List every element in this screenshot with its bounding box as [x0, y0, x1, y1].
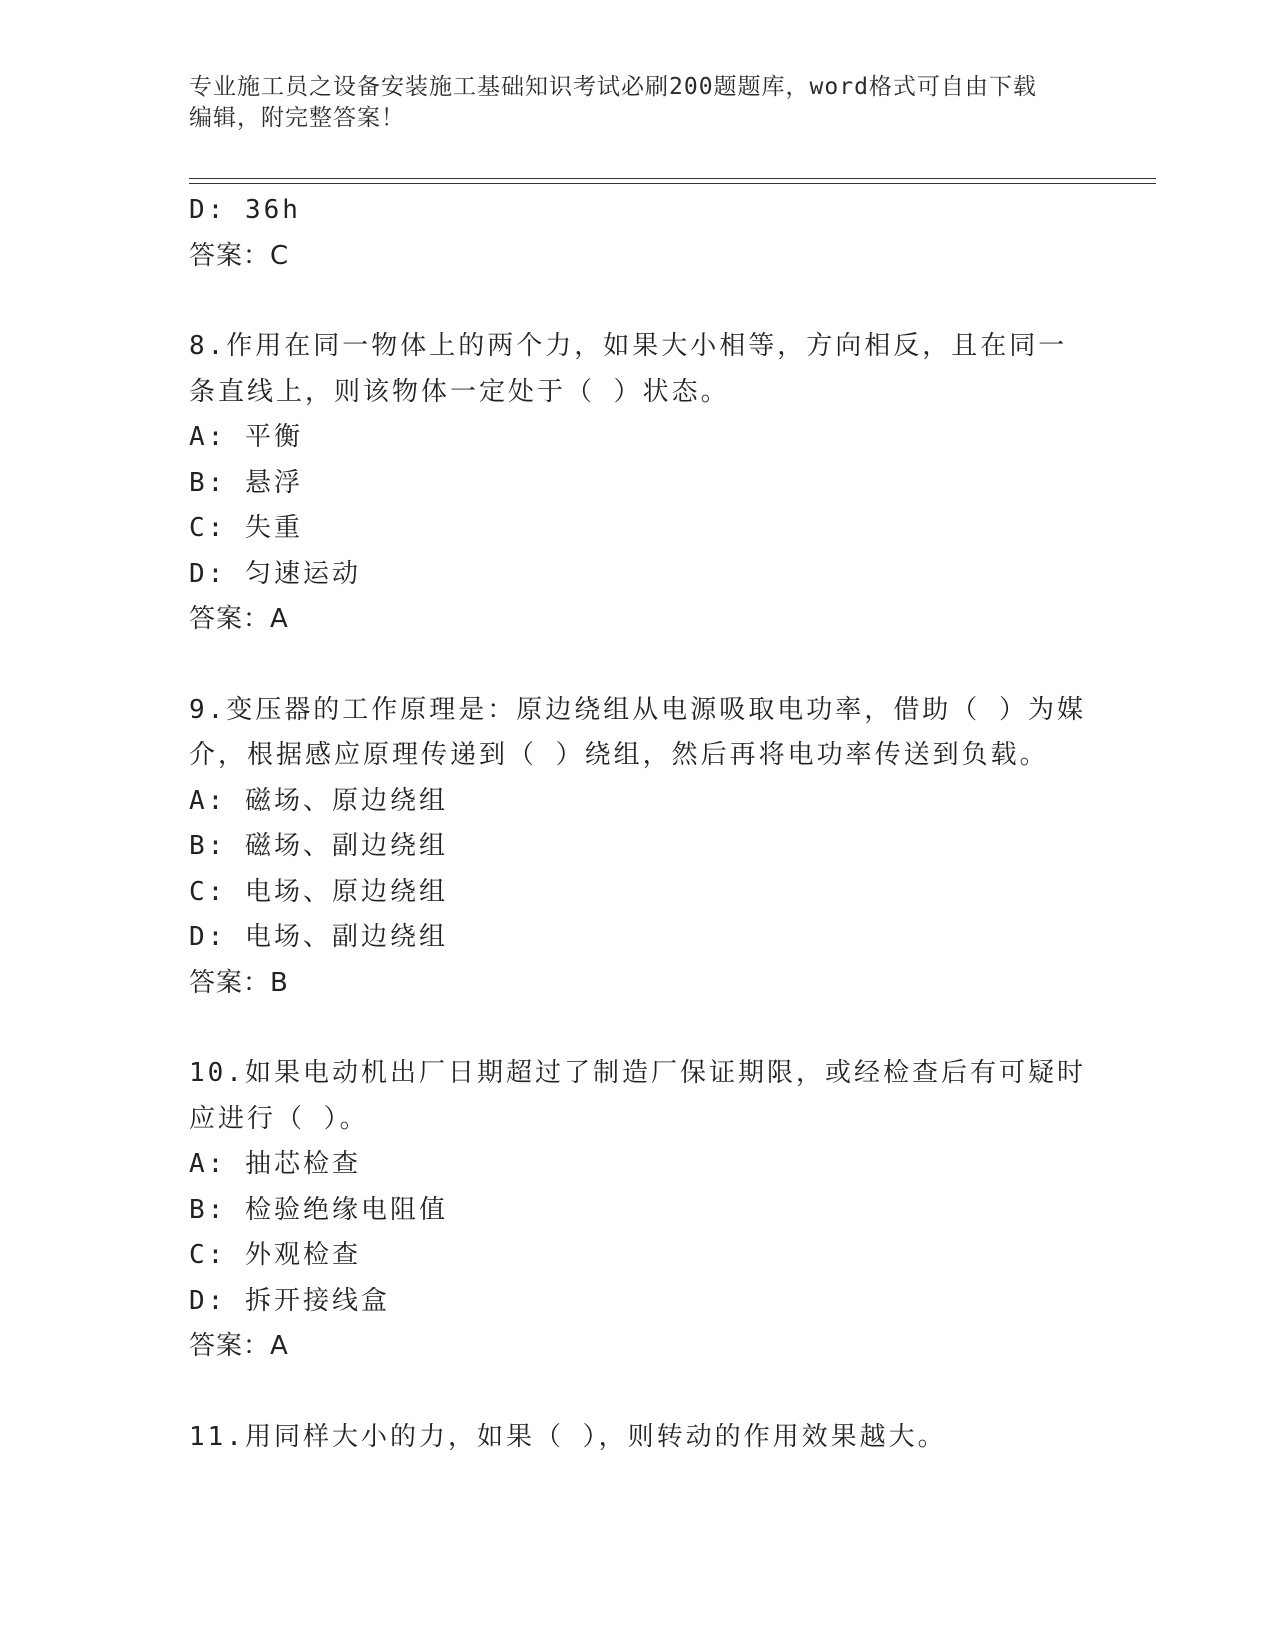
spacer	[189, 1370, 1089, 1415]
document-body	[189, 188, 1089, 1460]
question-10-answer: 答案：A	[189, 1331, 289, 1361]
question-8-answer: 答案：A	[189, 604, 289, 634]
question-9-answer: 答案：B	[189, 967, 289, 998]
spacer	[189, 643, 1089, 688]
question-9-option-a: A: 磁场、原边绕组	[189, 785, 448, 816]
question-9-option-b: B: 磁场、副边绕组	[189, 831, 448, 861]
question-10-stem-line-2: 应进行（ ）。	[189, 1103, 369, 1134]
header-title-line-2: 编辑，附完整答案！	[189, 105, 405, 131]
question-10-option-c: C: 外观检查	[189, 1240, 361, 1270]
question-9-option-c: C: 电场、原边绕组	[189, 876, 448, 907]
question-8-option-c: C: 失重	[189, 513, 303, 543]
question-9-option-d: D: 电场、副边绕组	[189, 922, 448, 952]
spacer	[189, 1006, 1089, 1051]
question-8-option-a: A: 平衡	[189, 422, 303, 452]
question-block-10	[189, 1051, 1089, 1370]
question-7-answer: 答案：C	[189, 240, 290, 271]
question-block-8	[189, 324, 1089, 643]
question-block-11	[189, 1415, 1089, 1461]
question-8-stem-line-1: 8.作用在同一物体上的两个力，如果大小相等，方向相反，且在同一	[189, 331, 1068, 361]
question-7-option-d: D: 36h	[189, 195, 301, 225]
question-10-option-a: A: 抽芯检查	[189, 1149, 361, 1179]
question-8-option-d: D: 匀速运动	[189, 558, 361, 589]
question-8-stem-line-2: 条直线上，则该物体一定处于（ ）状态。	[189, 376, 730, 407]
question-10-stem-line-1: 10.如果电动机出厂日期超过了制造厂保证期限，或经检查后有可疑时	[189, 1058, 1086, 1088]
question-11-stem-line-1: 11.用同样大小的力，如果（ ），则转动的作用效果越大。	[189, 1421, 947, 1452]
header-title-line-1: 专业施工员之设备安装施工基础知识考试必刷200题题库，word格式可自由下载	[189, 74, 1037, 100]
question-block-7-tail	[189, 188, 1089, 279]
page-header	[189, 72, 1089, 134]
question-9-stem-line-1: 9.变压器的工作原理是：原边绕组从电源吸取电功率，借助（ ）为媒	[189, 694, 1086, 725]
question-block-9	[189, 688, 1089, 1007]
header-divider-top	[189, 178, 1156, 179]
header-divider-bottom	[189, 183, 1156, 184]
question-10-option-d: D: 拆开接线盒	[189, 1285, 390, 1316]
spacer	[189, 279, 1089, 324]
question-10-option-b: B: 检验绝缘电阻值	[189, 1194, 448, 1225]
question-8-option-b: B: 悬浮	[189, 467, 303, 498]
question-9-stem-line-2: 介，根据感应原理传递到（ ）绕组，然后再将电功率传送到负载。	[189, 740, 1049, 770]
